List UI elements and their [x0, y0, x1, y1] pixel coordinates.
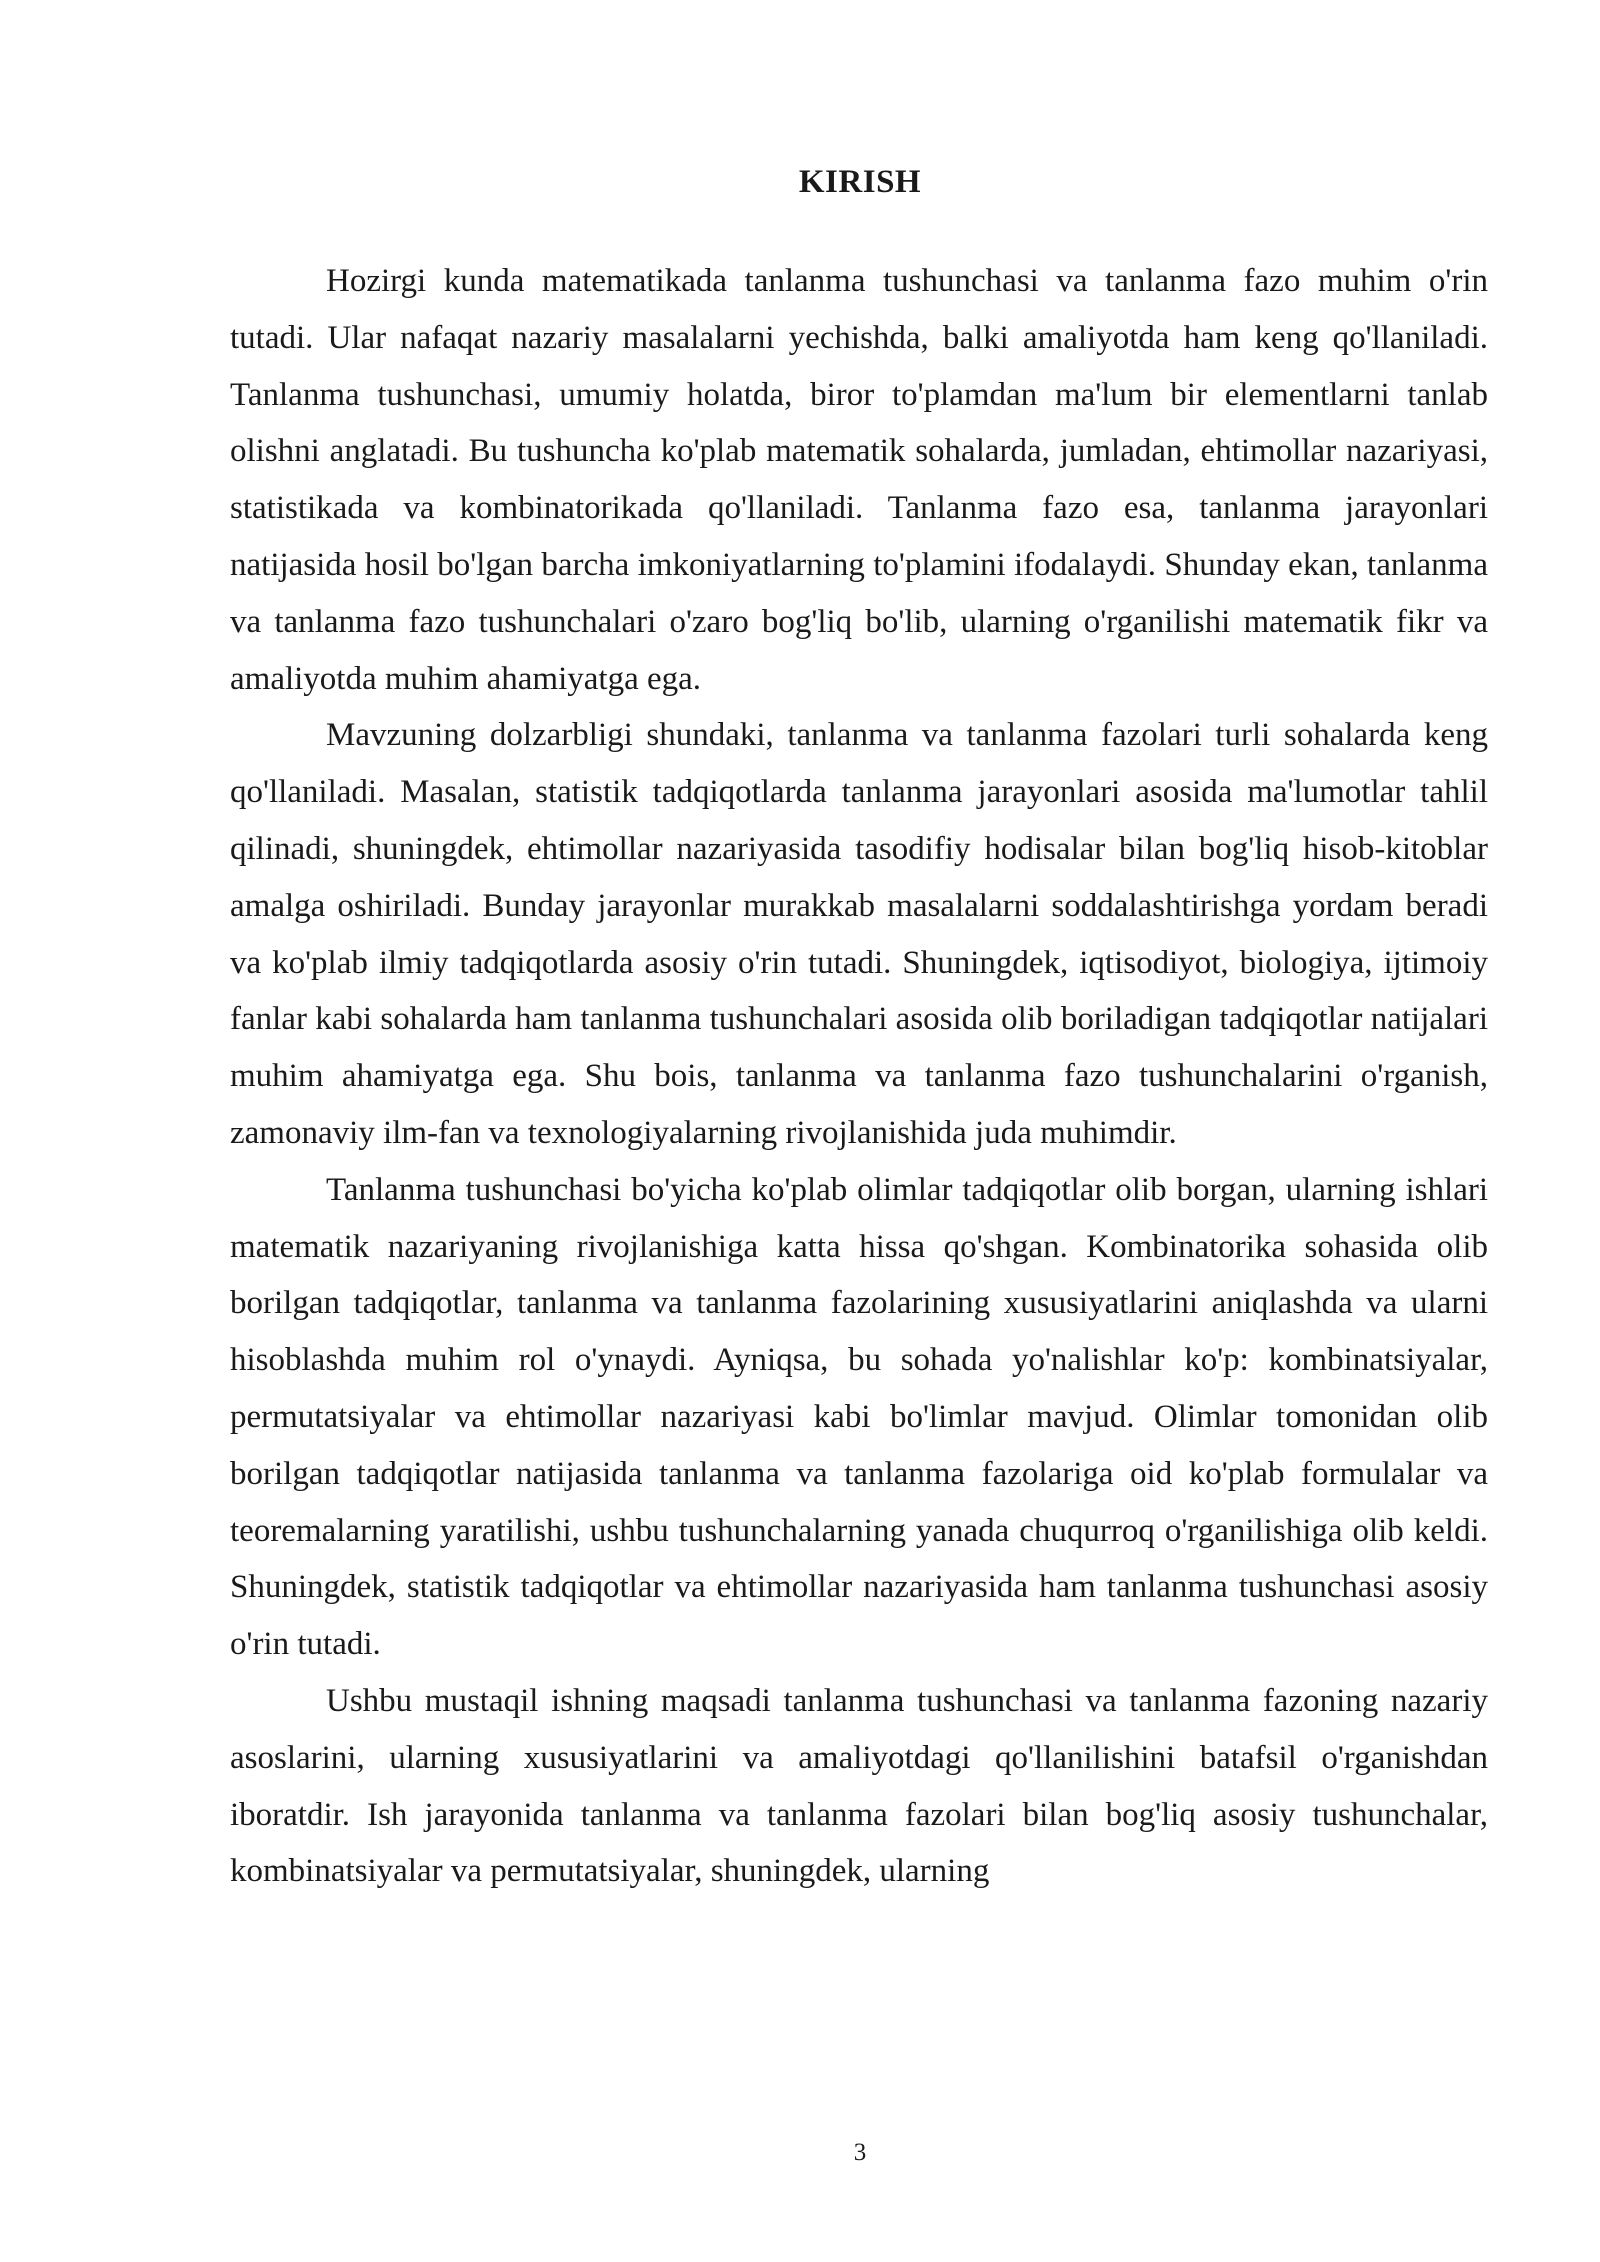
- paragraph-3: Tanlanma tushunchasi bo'yicha ko'plab olimlar tadqiqotlar olib borgan, ularning ishlari matematik nazariyaning rivojlanishiga katta hissa qo'shgan. Kombinatorika sohasida olib borilgan tadqiqotlar, tanlanma va tanlanma fazolarining xususiyatlarini aniqlashda va ularni hisoblashda muhim rol o'ynaydi. Ayniqsa, bu sohada yo'nalishlar ko'p: kombinatsiyalar, permutatsiyalar va ehtimollar nazariyasi kabi bo'limlar mavjud. Olimlar tomonidan olib borilgan tadqiqotlar natijasida tanlanma va tanlanma fazolariga oid ko'plab formulalar va teoremalarning yaratilishi, ushbu tushunchalarning yanada chuqurroq o'rganilishiga olib keldi. Shuningdek, statistik tadqiqotlar va ehtimollar nazariyasida ham tanlanma tushunchasi asosiy o'rin tutadi.: [230, 1171, 1488, 1663]
- body-text: [230, 253, 1488, 1900]
- paragraph-2: Mavzuning dolzarbligi shundaki, tanlanma va tanlanma fazolari turli sohalarda keng qo'llaniladi. Masalan, statistik tadqiqotlarda tanlanma jarayonlari asosida ma'lumotlar tahlil qilinadi, shuningdek, ehtimollar nazariyasida tasodifiy hodisalar bilan bog'liq hisob-kitoblar amalga oshiriladi. Bunday jarayonlar murakkab masalalarni soddalashtirishga yordam beradi va ko'plab ilmiy tadqiqotlarda asosiy o'rin tutadi. Shuningdek, iqtisodiyot, biologiya, ijtimoiy fanlar kabi sohalarda ham tanlanma tushunchalari asosida olib boriladigan tadqiqotlar natijalari muhim ahamiyatga ega. Shu bois, tanlanma va tanlanma fazo tushunchalarini o'rganish, zamonaviy ilm-fan va texnologiyalarning rivojlanishida juda muhimdir.: [230, 717, 1488, 1151]
- paragraph-4: Ushbu mustaqil ishning maqsadi tanlanma tushunchasi va tanlanma fazoning nazariy asoslarini, ularning xususiyatlarini va amaliyotdagi qo'llanilishini batafsil o'rganishdan iboratdir. Ish jarayonida tanlanma va tanlanma fazolari bilan bog'liq asosiy tushunchalar, kombinatsiyalar va permutatsiyalar, shuningdek, ularning: [230, 1682, 1488, 1890]
- paragraph-1: Hozirgi kunda matematikada tanlanma tushunchasi va tanlanma fazo muhim o'rin tutadi. Ular nafaqat nazariy masalalarni yechishda, balki amaliyotda ham keng qo'llaniladi. Tanlanma tushunchasi, umumiy holatda, biror to'plamdan ma'lum bir elementlarni tanlab olishni anglatadi. Bu tushuncha ko'plab matematik sohalarda, jumladan, ehtimollar nazariyasi, statistikada va kombinatorikada qo'llaniladi. Tanlanma fazo esa, tanlanma jarayonlari natijasida hosil bo'lgan barcha imkoniyatlarning to'plamini ifodalaydi. Shunday ekan, tanlanma va tanlanma fazo tushunchalari o'zaro bog'liq bo'lib, ularning o'rganilishi matematik fikr va amaliyotda muhim ahamiyatga ega.: [230, 263, 1488, 697]
- page-number: 3: [853, 2139, 867, 2166]
- page-title: KIRISH: [798, 164, 922, 200]
